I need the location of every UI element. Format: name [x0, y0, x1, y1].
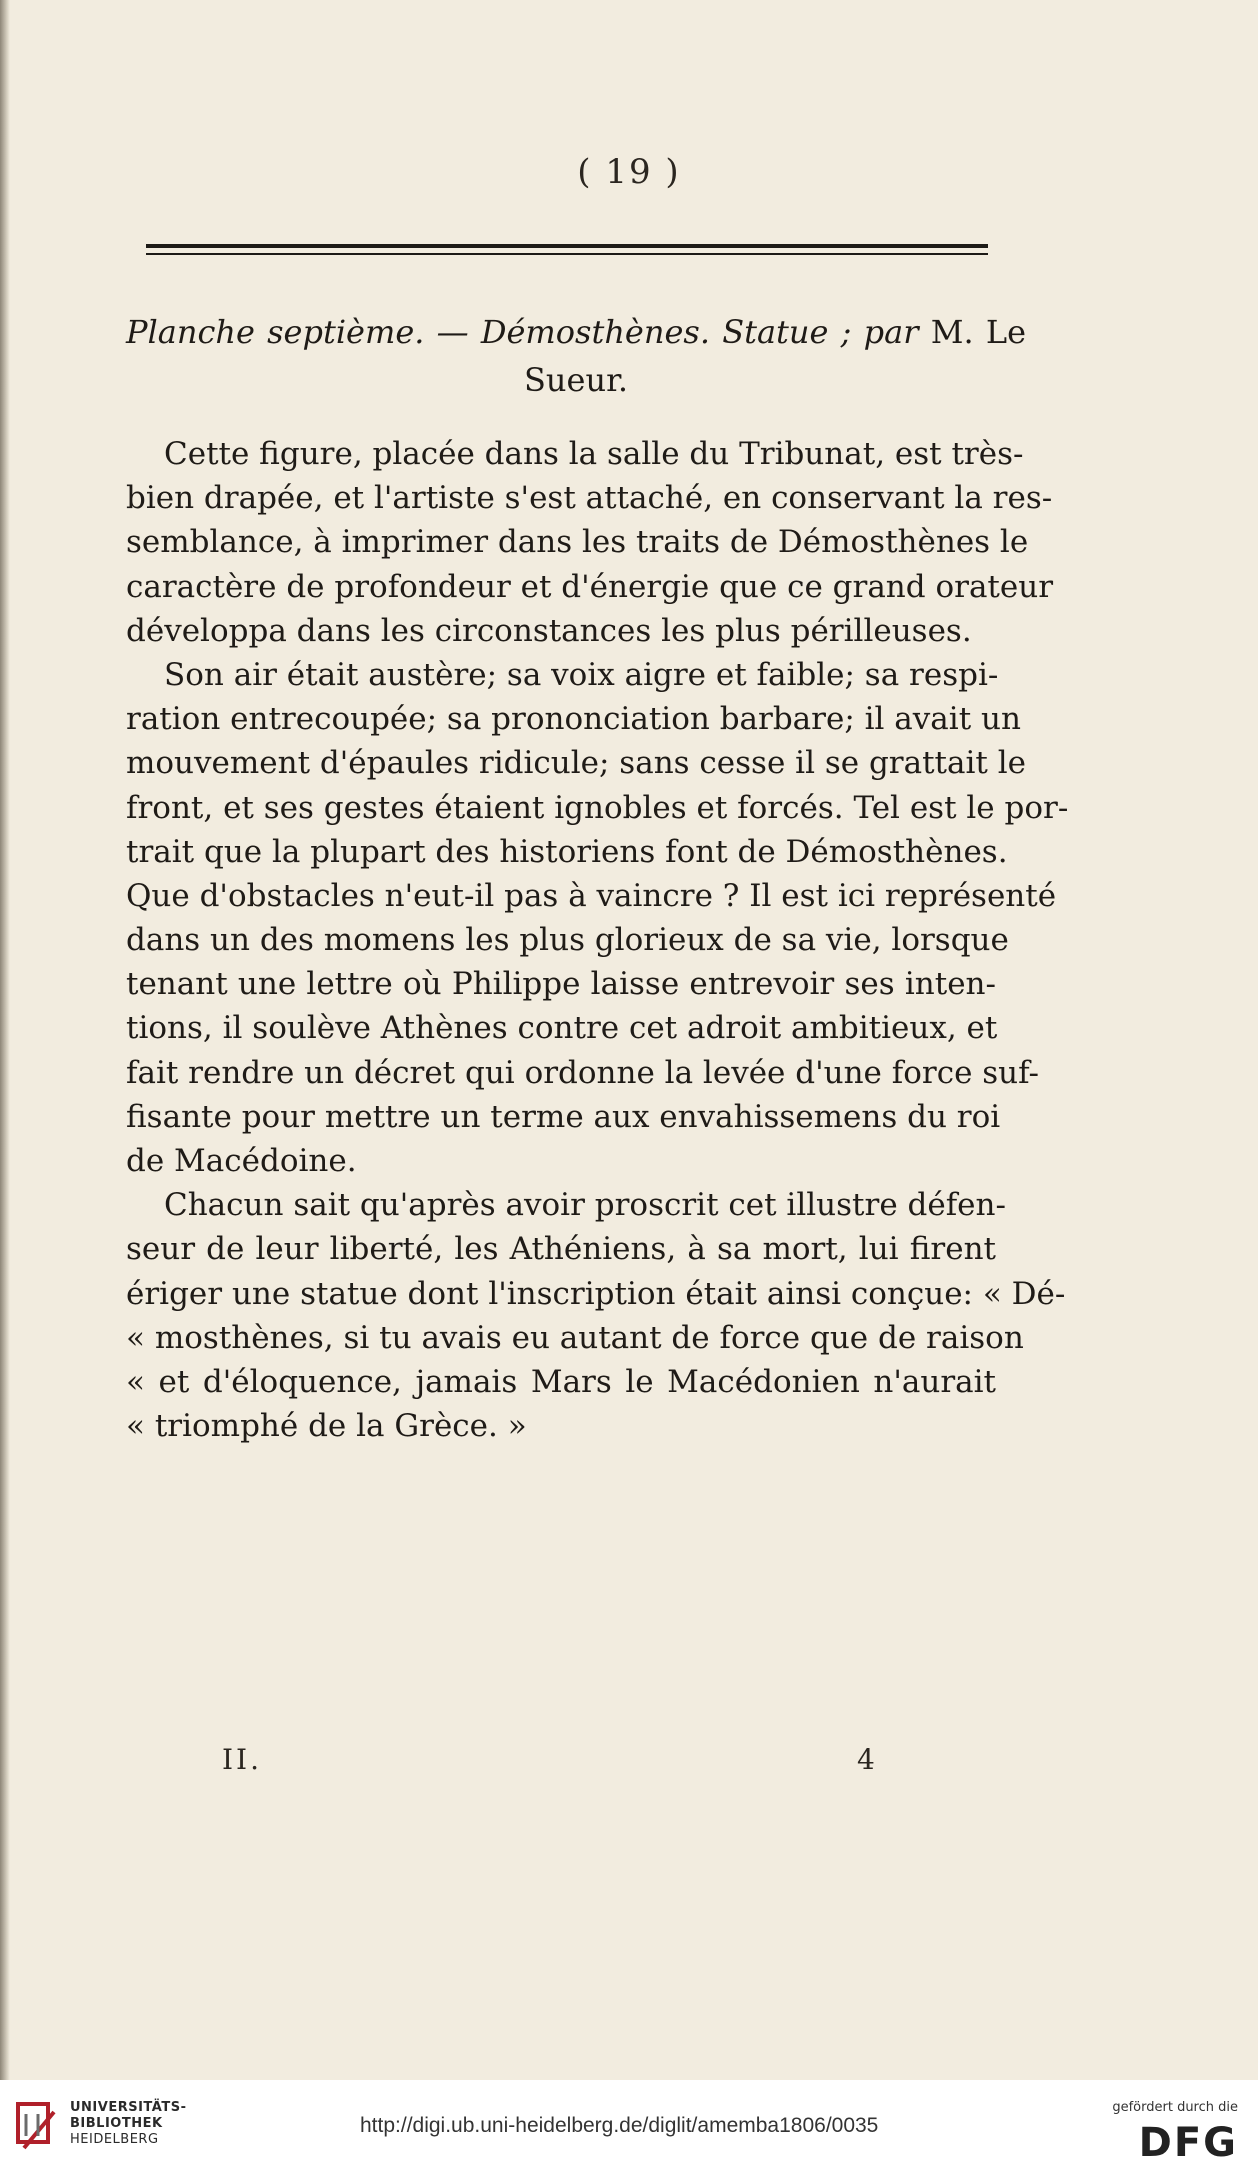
text-line: Son air était austère; sa voix aigre et faible; sa respi-	[164, 656, 999, 693]
signature-mark-left: II.	[222, 1743, 263, 1776]
text-line: seur de leur liberté, les Athéniens, à sa mort, lui firent	[126, 1231, 996, 1268]
page-number: ( 19 )	[577, 152, 681, 192]
text-line: ériger une statue dont l'inscription était ainsi conçue: « Dé-	[126, 1275, 1066, 1312]
heading-line-1	[126, 308, 1026, 356]
library-logo-icon	[14, 2100, 60, 2160]
text-line: front, et ses gestes étaient ignobles et forcés. Tel est le por-	[126, 789, 1069, 826]
text-line: de Macédoine.	[126, 1143, 357, 1179]
text-line: fait rendre un décret qui ordonne la levée d'une force suf-	[126, 1054, 1039, 1091]
text-line: Que d'obstacles n'eut-il pas à vaincre ? Il est ici représenté	[126, 877, 1057, 914]
text-line: tions, il soulève Athènes contre cet adroit ambitieux, et	[126, 1010, 998, 1047]
text-line: fisante pour mettre un terme aux envahissemens du roi	[126, 1098, 1001, 1135]
text-line: bien drapée, et l'artiste s'est attaché, en conservant la res-	[126, 480, 1053, 517]
heading-italic-text: Planche septième. — Démosthènes. Statue ; par	[126, 313, 919, 351]
text-line: Cette figure, placée dans la salle du Tribunat, est très-	[164, 436, 1024, 472]
digitization-url[interactable]: http://digi.ub.uni-heidelberg.de/diglit/amemba1806/0035	[360, 2114, 879, 2137]
dfg-logo: DFG	[1138, 2120, 1238, 2166]
library-name-line: BIBLIOTHEK	[70, 2116, 163, 2131]
header-rule-thin	[146, 253, 988, 255]
text-line: « triomphé de la Grèce. »	[126, 1408, 527, 1445]
text-line: mouvement d'épaules ridicule; sans cesse il se grattait le	[126, 745, 1026, 782]
heading-line-2: Sueur.	[523, 361, 629, 399]
signature-mark-right: 4	[857, 1743, 875, 1776]
text-line: dans un des momens les plus glorieux de sa vie, lorsque	[126, 922, 1009, 959]
text-line: semblance, à imprimer dans les traits de Démosthènes le	[126, 524, 1029, 561]
text-line: « et d'éloquence, jamais Mars le Macédonien n'aurait	[126, 1363, 996, 1400]
text-line: « mosthènes, si tu avais eu autant de force que de raison	[126, 1319, 1024, 1356]
text-line: tenant une lettre où Philippe laisse entrevoir ses inten-	[126, 966, 996, 1003]
page-edge-shadow	[0, 0, 10, 2080]
library-name	[70, 2100, 186, 2148]
funded-by-label: gefördert durch die	[1112, 2100, 1238, 2115]
library-name-line: HEIDELBERG	[70, 2132, 159, 2147]
plate-heading	[126, 308, 1026, 404]
library-name-line: UNIVERSITÄTS-	[70, 2100, 187, 2115]
text-line: Chacun sait qu'après avoir proscrit cet illustre défen-	[164, 1187, 1006, 1224]
body-text	[126, 432, 1069, 1448]
text-line: ration entrecoupée; sa prononciation barbare; il avait un	[126, 701, 1021, 738]
text-line: développa dans les circonstances les plus périlleuses.	[126, 612, 972, 649]
digitization-footer	[0, 2080, 1258, 2182]
text-line: caractère de profondeur et d'énergie que ce grand orateur	[126, 568, 1054, 605]
header-rule-thick	[146, 244, 988, 248]
heading-plain-text: M. Le	[930, 313, 1027, 351]
text-line: trait que la plupart des historiens font de Démosthènes.	[126, 833, 1008, 870]
